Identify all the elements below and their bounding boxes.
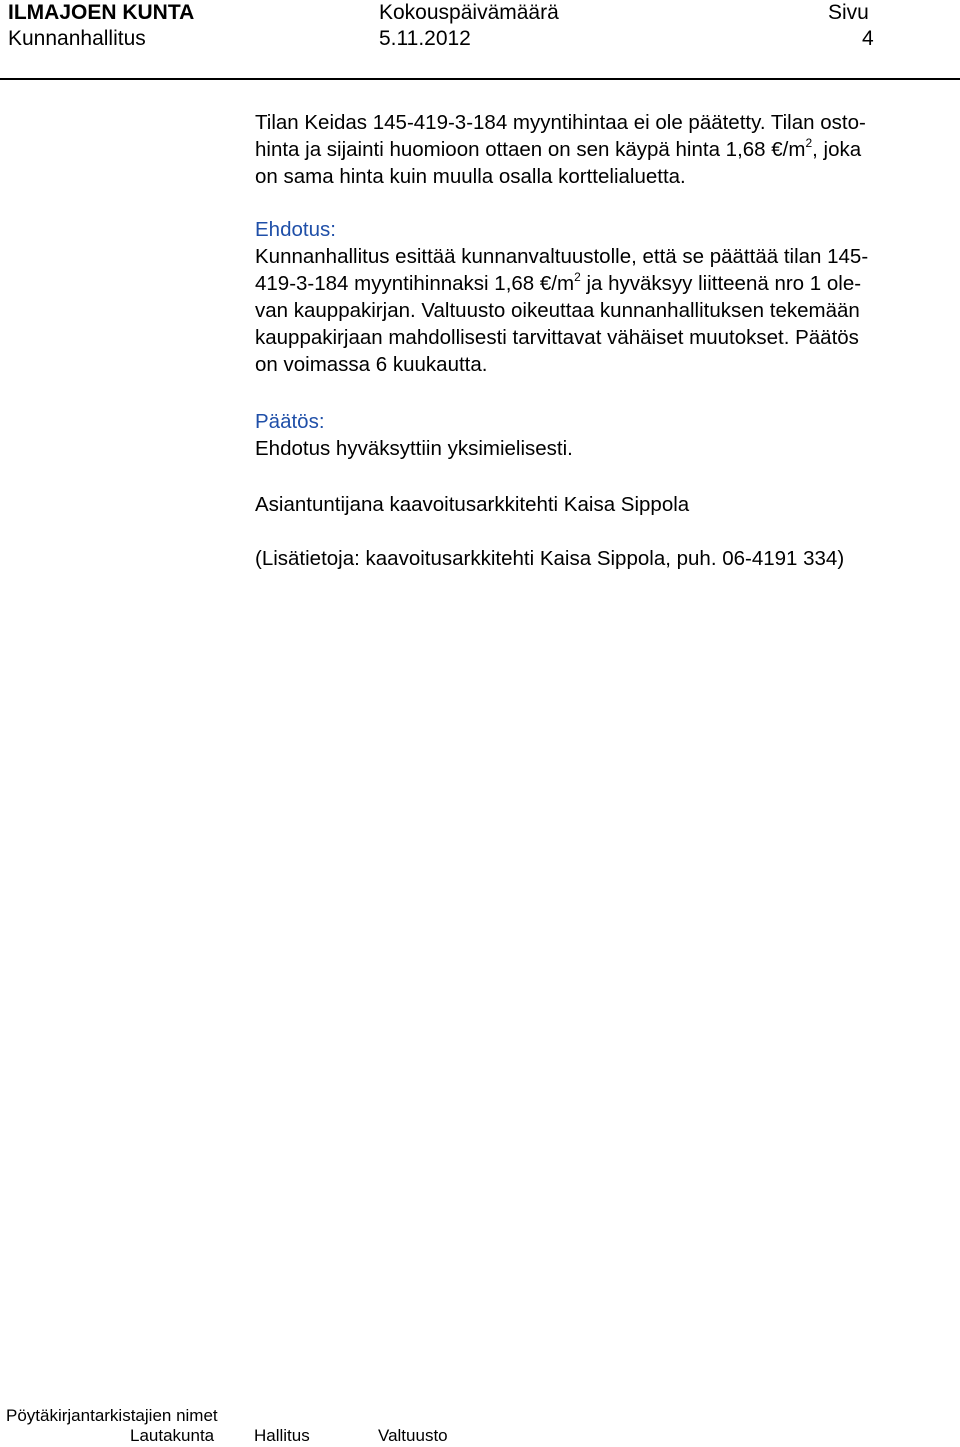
info-line — [255, 545, 955, 572]
proposal-line: kauppakirjaan mahdollisesti tarvittavat vähäiset muutokset. Päätös — [255, 326, 859, 349]
footer-council: Valtuusto — [378, 1426, 448, 1445]
meeting-date-label: Kokouspäivämäärä — [379, 1, 559, 24]
intro-line: Tilan Keidas 145-419-3-184 myyntihintaa ei ole päätetty. Tilan osto- — [255, 111, 866, 134]
footer-board: Lautakunta — [130, 1426, 215, 1445]
decision-heading: Päätös: — [255, 410, 325, 433]
board-name: Kunnanhallitus — [8, 27, 146, 50]
intro-line: on sama hinta kuin muulla osalla korttelialuetta. — [255, 165, 686, 188]
decision-section — [255, 408, 955, 462]
superscript: 2 — [805, 136, 813, 150]
info-text: (Lisätietoja: kaavoitusarkkitehti Kaisa Sippola, puh. 06-4191 334) — [255, 547, 845, 570]
proposal-line: Kunnanhallitus esittää kunnanvaltuustolle, että se päättää tilan 145- — [255, 245, 869, 268]
proposal-heading: Ehdotus: — [255, 218, 336, 241]
organization-name: ILMAJOEN KUNTA — [8, 1, 195, 24]
superscript: 2 — [574, 270, 581, 284]
proposal-section — [255, 216, 955, 378]
proposal-line: van kauppakirjan. Valtuusto oikeuttaa kunnanhallituksen tekemään — [255, 299, 860, 322]
meeting-date: 5.11.2012 — [379, 27, 471, 50]
proposal-line: on voimassa 6 kuukautta. — [255, 353, 488, 376]
footer-government: Hallitus — [254, 1426, 310, 1445]
page-number: 4 — [862, 27, 874, 50]
page-label: Sivu — [828, 1, 869, 24]
signers-label: Pöytäkirjantarkistajien nimet — [6, 1406, 218, 1425]
expert-line — [255, 491, 955, 518]
intro-line: hinta ja sijainti huomioon ottaen on sen käypä hinta 1,68 $€/m^2$, joka — [255, 136, 862, 161]
expert-text: Asiantuntijana kaavoitusarkkitehti Kaisa Sippola — [255, 493, 690, 516]
decision-text: Ehdotus hyväksyttiin yksimielisesti. — [255, 437, 573, 460]
header-divider — [0, 78, 960, 80]
intro-paragraph — [255, 109, 955, 190]
proposal-line: 419-3-184 myyntihinnaksi 1,68 $€/m^2$ ja hyväksyy liitteenä nro 1 ole- — [255, 270, 862, 295]
